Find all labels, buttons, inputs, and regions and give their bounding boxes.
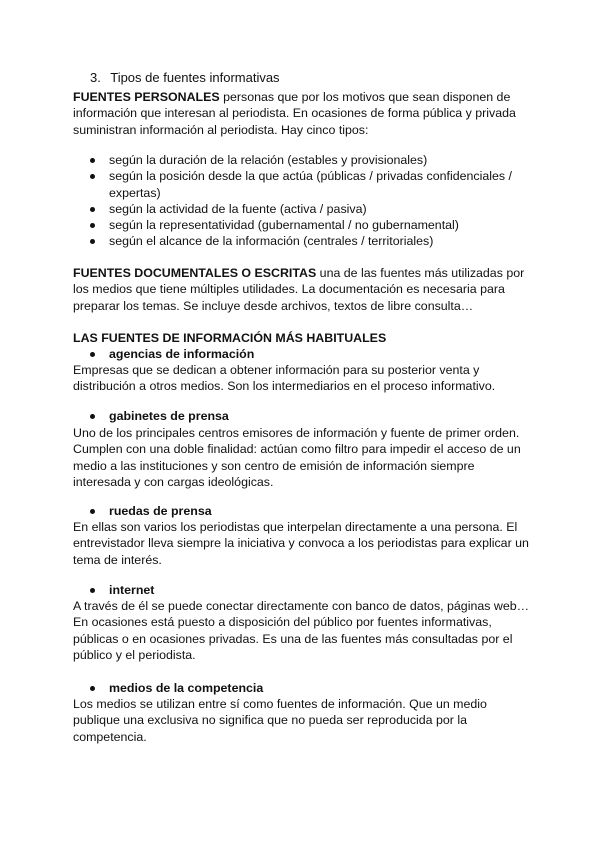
- section-heading: [90, 70, 280, 86]
- habituales-title: LAS FUENTES DE INFORMACIÓN MÁS HABITUALES: [73, 331, 387, 345]
- personales-label: FUENTES PERSONALES: [73, 90, 220, 104]
- agencias-title: agencias de información: [109, 347, 255, 361]
- personales-paragraph: [73, 89, 533, 138]
- internet-title: internet: [109, 583, 155, 597]
- competencia-title: medios de la competencia: [109, 681, 264, 695]
- list-item-text: según la posición desde la que actúa (públicas / privadas confidenciales / expertas): [109, 169, 512, 200]
- bullet-icon: [90, 239, 95, 244]
- competencia-heading: [73, 680, 533, 696]
- list-item: [73, 233, 543, 249]
- bullet-icon: [90, 223, 95, 228]
- ruedas-text: En ellas son varios los periodistas que interpelan directamente a una persona. El entrevistador lleva siempre la iniciativa y convoca a los periodistas para explicar un tema de interés.: [73, 520, 529, 567]
- gabinetes-text: Uno de los principales centros emisores de información y fuente de primer orden. Cumplen con una doble finalidad: actúan como filtro para impedir el acceso de un medio a las instituciones y son centro de emisión de información siempre interesada y con cargas ideológicas.: [73, 426, 521, 489]
- bullet-icon: [90, 352, 95, 357]
- list-item-text: según la actividad de la fuente (activa / pasiva): [109, 201, 367, 216]
- agencias-heading: [73, 346, 533, 362]
- gabinetes-title: gabinetes de prensa: [109, 409, 229, 423]
- documentales-label: FUENTES DOCUMENTALES O ESCRITAS: [73, 266, 317, 280]
- bullet-icon: [90, 509, 95, 514]
- ruedas-heading: [73, 503, 533, 519]
- section-number: 3.: [90, 70, 101, 85]
- bullet-icon: [90, 686, 95, 691]
- list-item: [73, 201, 543, 217]
- bullet-icon: [90, 174, 95, 179]
- personales-list: [73, 152, 543, 250]
- bullet-icon: [90, 158, 95, 163]
- list-item: [73, 168, 543, 201]
- internet-heading: [73, 582, 533, 598]
- list-item-text: según la duración de la relación (estables y provisionales): [109, 153, 428, 167]
- competencia-text: Los medios se utilizan entre sí como fuentes de información. Que un medio publique una exclusiva no significa que no pueda ser reproducida por la competencia.: [73, 697, 487, 744]
- gabinetes-heading: [73, 408, 533, 424]
- list-item: [73, 217, 543, 233]
- list-item-text: según la representatividad (gubernamental / no gubernamental): [109, 218, 459, 233]
- internet-text: A través de él se puede conectar directamente con banco de datos, páginas web… En ocasiones está puesto a disposición del público por fuentes informativas, públicas o en ocasiones privadas. Es una de las fuentes más consultadas por el público y el periodista.: [73, 599, 529, 662]
- bullet-icon: [90, 207, 95, 212]
- documentales-text: una de las fuentes más utilizadas por los medios que tiene múltiples utilidades. La documentación es necesaria para preparar los temas. Se incluye desde archivos, textos de libre consulta…: [73, 266, 525, 313]
- ruedas-title: ruedas de prensa: [109, 504, 212, 518]
- section-title: Tipos de fuentes informativas: [110, 70, 280, 85]
- documentales-paragraph: [73, 265, 533, 314]
- list-item-text: según el alcance de la información (centrales / territoriales): [109, 234, 434, 249]
- bullet-icon: [90, 588, 95, 593]
- list-item: [73, 152, 543, 168]
- personales-text: personas que por los motivos que sean disponen de información que interesan al periodista. En ocasiones de forma pública y privada suministran información al periodista. Hay cinco tipos:: [73, 90, 516, 137]
- bullet-icon: [90, 414, 95, 419]
- agencias-text: Empresas que se dedican a obtener información para su posterior venta y distribución a otros medios. Son los intermediarios en el proceso informativo.: [73, 363, 496, 394]
